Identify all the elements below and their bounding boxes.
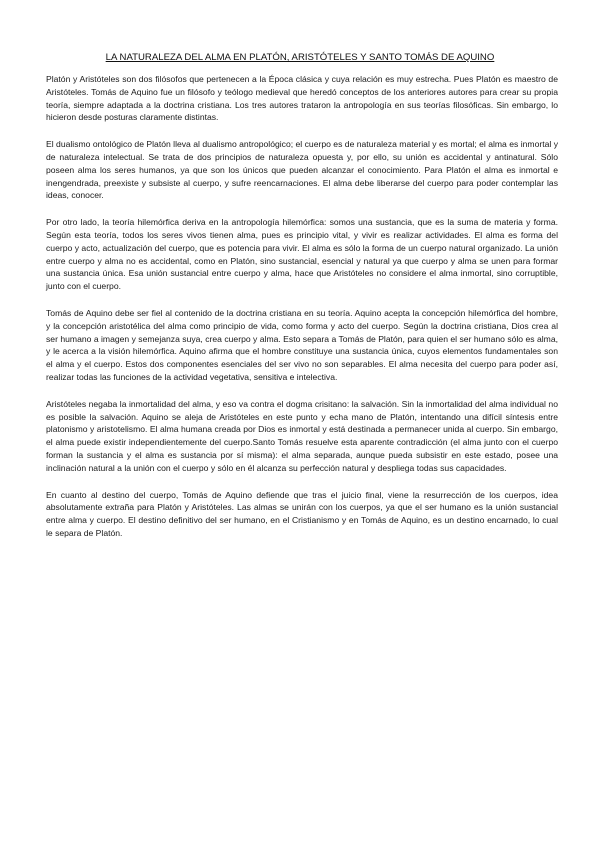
paragraph-body-destiny: En cuanto al destino del cuerpo, Tomás de Aquino defiende que tras el juicio final, viene la resurrección de los cuerpos, idea absolutamente extraña para Platón y Aristóteles. Las almas se unirán con los cuerpos, ya que el ser humano es la unión sustancial entre alma y cuerpo. El destino definitivo del ser humano, en el Cristianismo y en Tomás de Aquino, es un destino encarnado, lo cual le separa de Platón. — [46, 489, 558, 538]
document-body — [46, 73, 558, 554]
paragraph-introduction: Platón y Aristóteles son dos filósofos que pertenecen a la Época clásica y cuya relación es muy estrecha. Pues Platón es maestro de Aristóteles. Tomás de Aquino fue un filósofo y teólogo medieval que heredó conceptos de los anteriores autores para crear su propia teoría, siempre adaptada a la doctrina cristiana. Los tres autores trataron la antropología en sus teorías filosóficas. Sin embargo, lo hicieron desde posturas claramente distintas. — [46, 74, 558, 123]
paragraph-immortality: Aristóteles negaba la inmortalidad del alma, y eso va contra el dogma crisitano: la salvación. Sin la inmortalidad del alma individual no es posible la salvación. Aquino se aleja de Aristóteles en este punto y echa mano de Platón, intentando una difícil síntesis entre platonismo y aristotelismo. El alma humana creada por Dios es inmortal y está destinada a permanecer unida al cuerpo. Sin embargo, el alma puede existir independientemente del cuerpo.Santo Tomás resuelve esta aparente contradicción (el alma junto con el cuerpo forman la sustancia y el alma es sustancia por sí misma): el alma separada, aunque pueda subsistir en este estado, posee una inclinación natural a la unión con el cuerpo y sólo en él alcanza su perfección natural y despliega todas sus capacidades. — [46, 398, 558, 473]
document-title: LA NATURALEZA DEL ALMA EN PLATÓN, ARISTÓTELES Y SANTO TOMÁS DE AQUINO — [105, 52, 495, 63]
paragraph-hylomorphism: Por otro lado, la teoría hilemórfica deriva en la antropología hilemórfica: somos una sustancia, que es la suma de materia y forma. Según esta teoría, todos los seres vivos tienen alma, pues es principio vital, y vivir es realizar actividades. El alma es forma del cuerpo y acto, actualización del cuerpo, que es potencia para vivir. El alma es sólo la forma de un cuerpo natural organizado. La unión entre cuerpo y alma no es accidental, como en Platón, sino sustancial, esencial y natural ya que cuerpo y alma se unen para formar una sustancia única. Esa unión sustancial entre cuerpo y alma, hace que Aristóteles no considere el alma inmortal, sino corruptible, junto con el cuerpo. — [46, 217, 558, 292]
paragraph-aquinas-doctrine: Tomás de Aquino debe ser fiel al contenido de la doctrina cristiana en su teoría. Aquino acepta la concepción hilemórfica del hombre, y la concepción aristotélica del alma como principio de vida, como forma y acto del cuerpo. Según la doctrina cristiana, Dios crea al ser humano a imagen y semejanza suya, crea cuerpo y alma. Esto separa a Tomás de Platón, para quien el ser humano sólo es alma, y le acerca a la visión hilemórfica. Aquino afirma que el hombre constituye una sustancia única, cuyos elementos fundamentales son el alma y el cuerpo. Estos dos componentes esenciales del ser vivo no son separables. El alma necesita del cuerpo para poder así, realizar todas las funciones de la actividad vegetativa, sensitiva e intelectiva. — [46, 307, 558, 382]
paragraph-platon-dualism: El dualismo ontológico de Platón lleva al dualismo antropológico; el cuerpo es de naturaleza material y es mortal; el alma es inmortal y de naturaleza intelectual. Se trata de dos principios de naturaleza opuesta y, por ello, su unión es accidental y antinatural. Sólo poseen alma los seres humanos, ya que son los únicos que pueden alcanzar el conocimiento. Para Platón el alma es inmortal e inengendrada, preexiste y subsiste al cuerpo, y sufre reencarnaciones. El alma debe liberarse del cuerpo para poder contemplar las ideas, conocer. — [46, 139, 558, 201]
